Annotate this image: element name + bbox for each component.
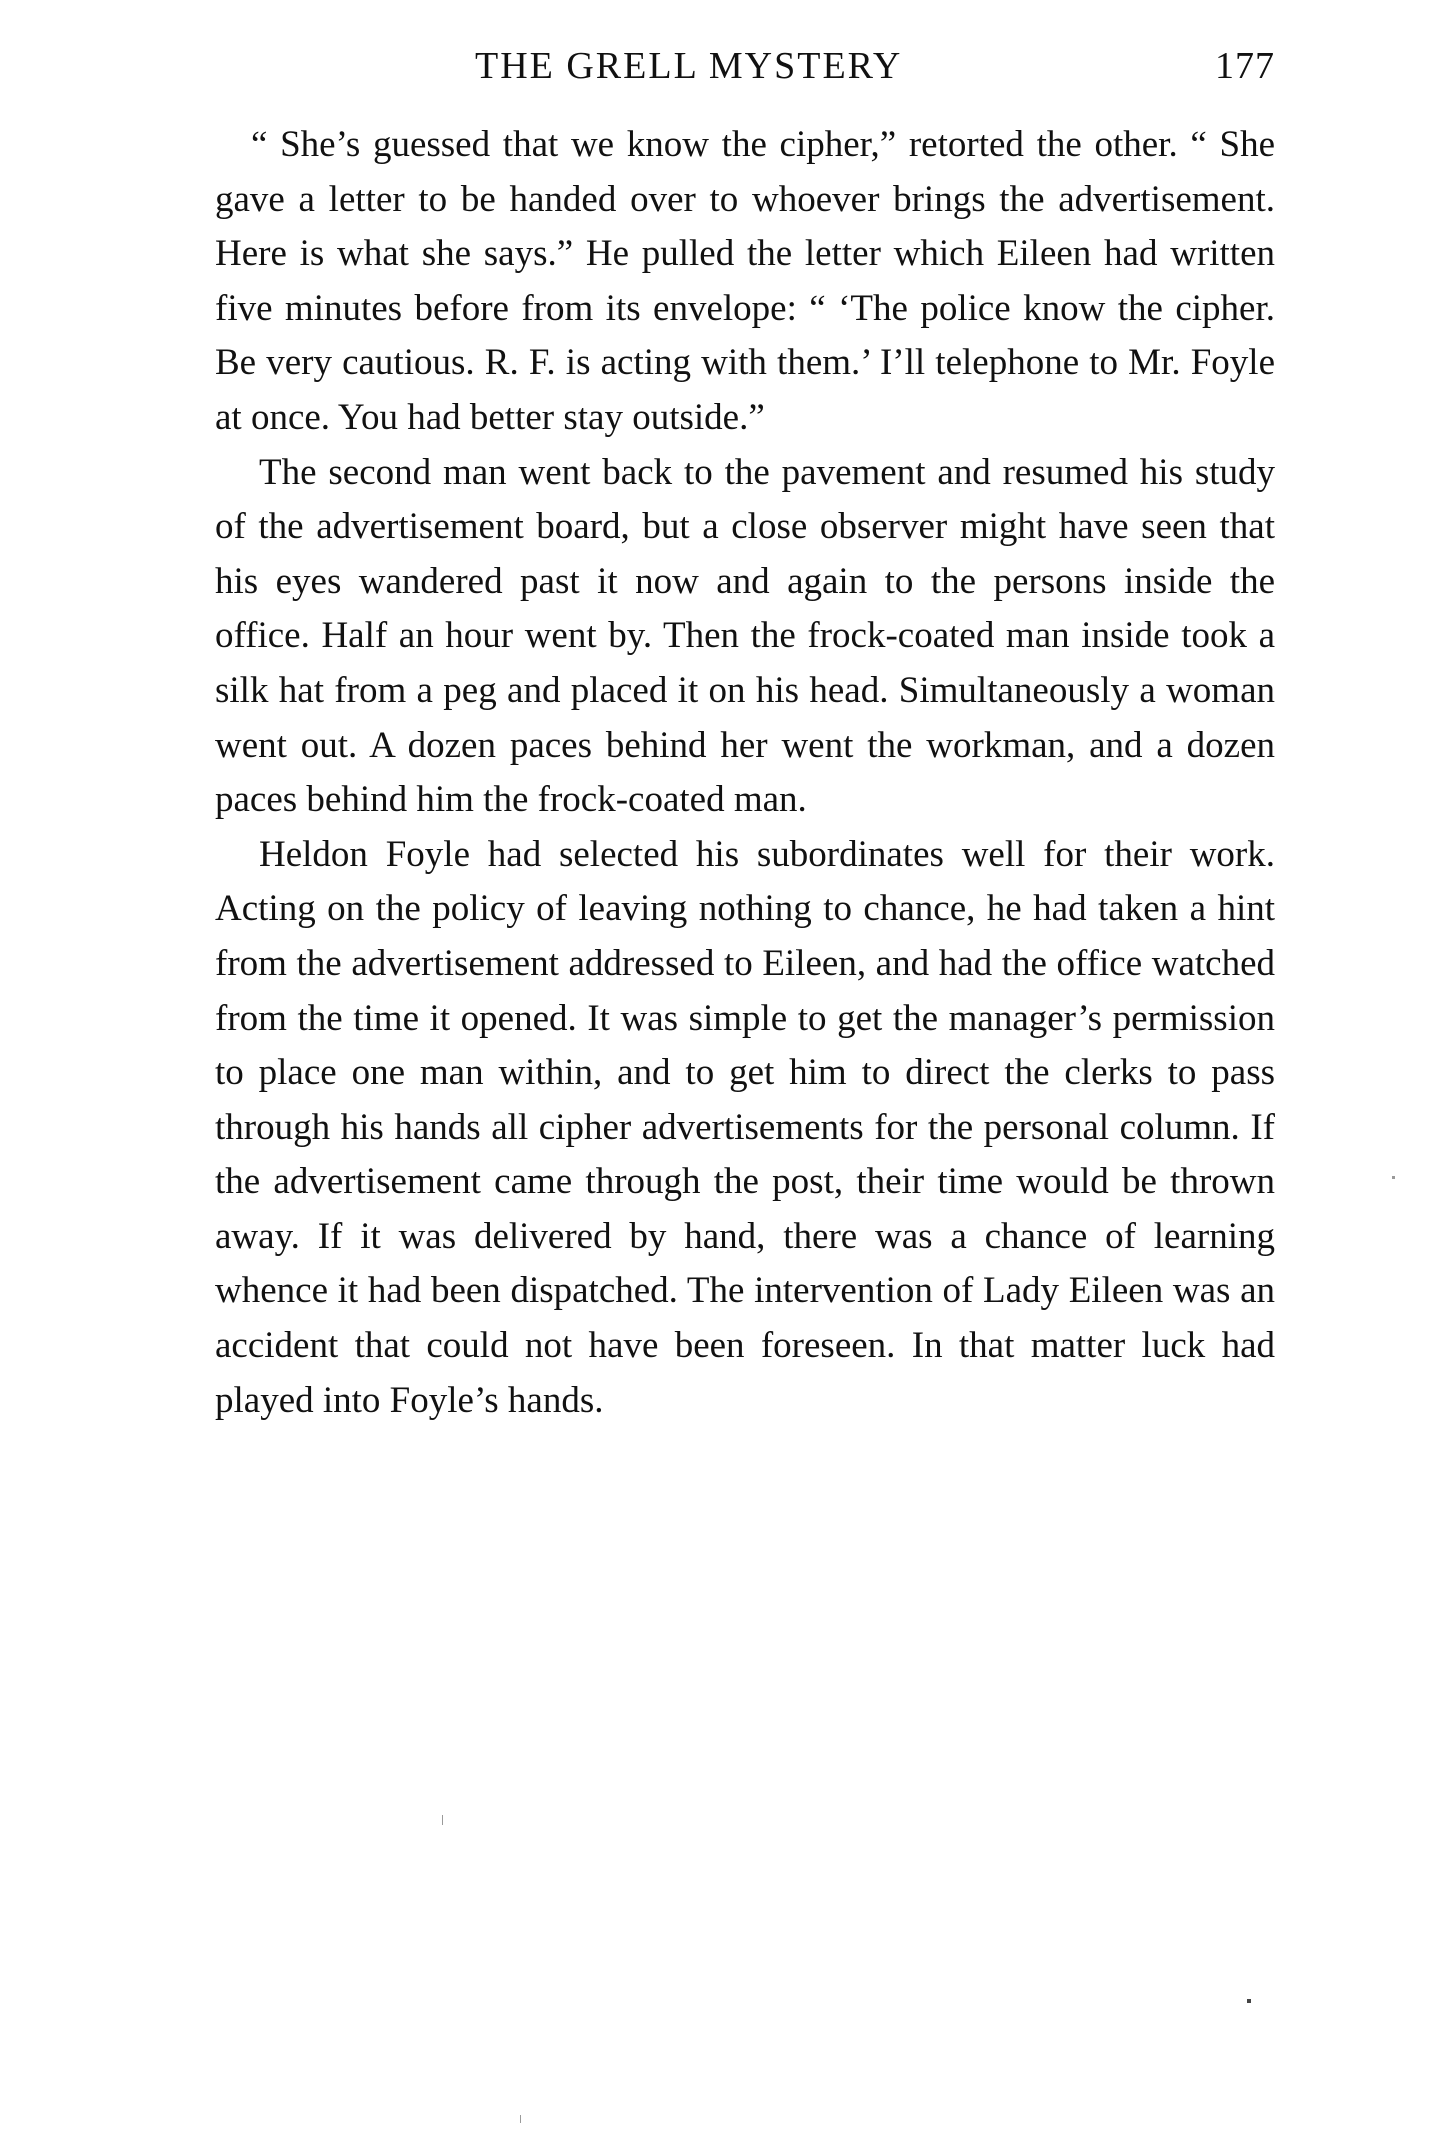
scan-speck [1247, 1999, 1251, 2003]
page-header [215, 40, 1275, 100]
running-head: THE GRELL MYSTERY [475, 45, 903, 87]
scan-speck [442, 1815, 443, 1825]
paragraph-3: Heldon Foyle had selected his subordinates well for their work. Acting on the policy of leaving nothing to chance, he had taken a hint from the advertisement addressed to Eileen, and had the office watched from the time it opened. It was simple to get the manager’s permission to place one man within, and to get him to direct the clerks to pass through his hands all cipher advertisements for the personal column. If the advertisement came through the post, their time would be thrown away. If it was delivered by hand, there was a chance of learning whence it had been dispatched. The intervention of Lady Eileen was an accident that could not have been foreseen. In that matter luck had played into Foyle’s hands. [215, 833, 1275, 1421]
body-text [215, 118, 1275, 1428]
paragraph-2: The second man went back to the pavement and resumed his study of the advertisement board, but a close observer might have seen that his eyes wandered past it now and again to the persons inside the office. Half an hour went by. Then the frock-coated man inside took a silk hat from a peg and placed it on his head. Simultaneously a woman went out. A dozen paces behind her went the workman, and a dozen paces behind him the frock-coated man. [215, 451, 1275, 821]
page-number: 177 [1215, 45, 1275, 87]
scan-speck [520, 2115, 521, 2123]
paragraph-1: “ She’s guessed that we know the cipher,” retorted the other. “ She gave a letter to be handed over to whoever brings the advertisement. Here is what she says.” He pulled the letter which Eileen had written five minutes before from its envelope: “ ‘The police know the cipher. Be very cautious. R. F. is acting with them.’ I’ll telephone to Mr. Foyle at once. You had better stay outside.” [215, 124, 1275, 438]
scan-speck [1392, 1176, 1395, 1179]
